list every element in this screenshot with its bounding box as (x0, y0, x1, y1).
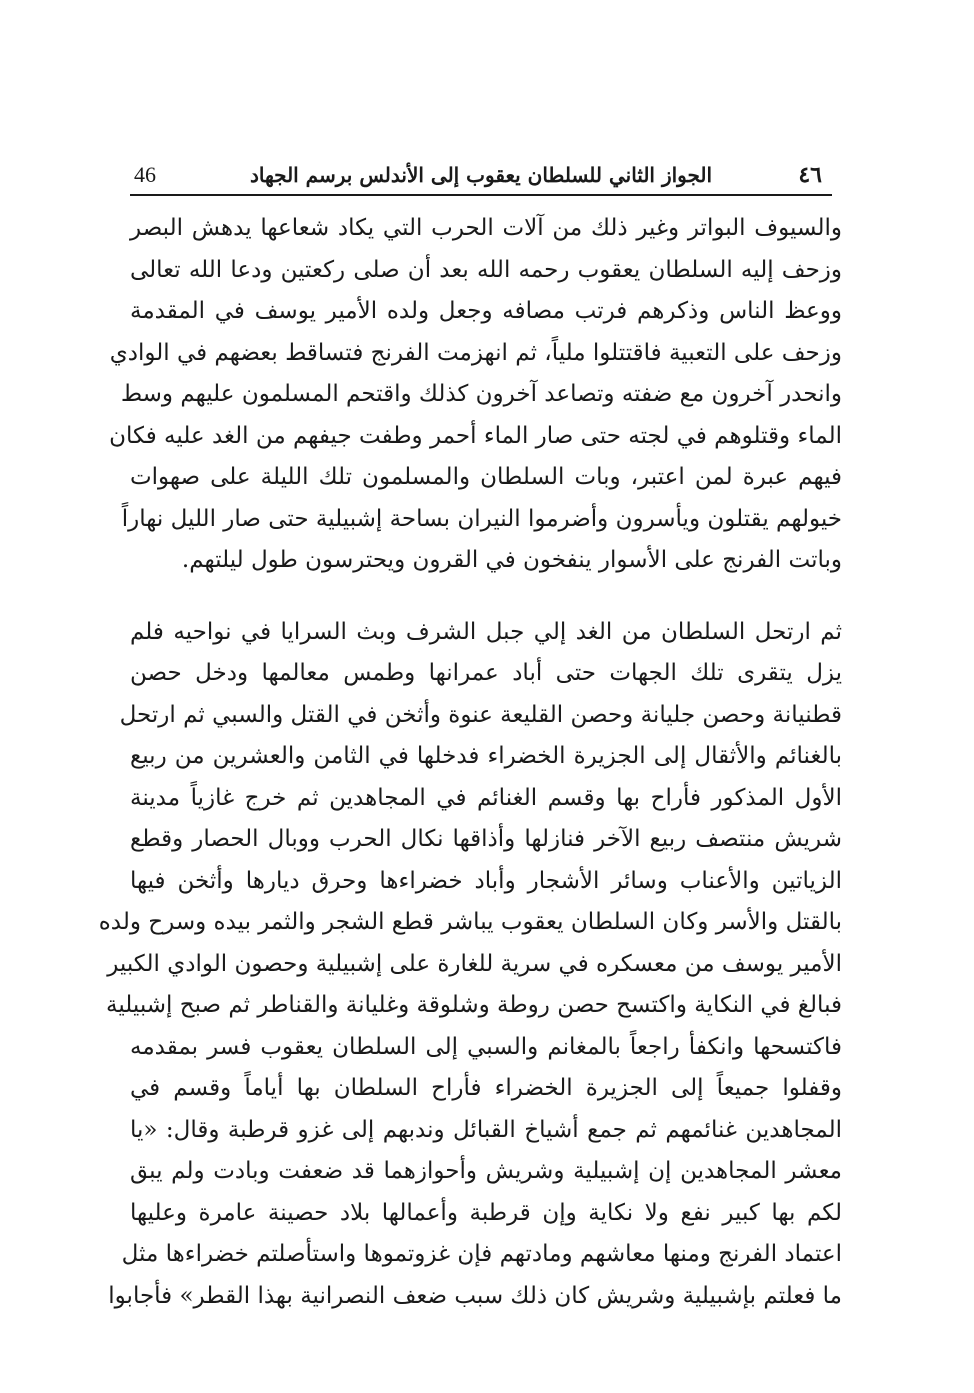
text-line: وانحدر آخرون مع ضفته وتصاعد آخرون كذلك واقتحم المسلمون عليهم وسط (120, 381, 842, 407)
paragraph-2 (98, 612, 842, 1318)
header-rule (130, 194, 832, 196)
running-title: الجواز الثاني للسلطان يعقوب إلى الأندلس برسم الجهاد (249, 163, 713, 187)
text-line: بالغنائم والأثقال إلى الجزيرة الخضراء فدخلها في الثامن والعشرين من ربيع (130, 743, 842, 769)
text-line: وزحف إليه السلطان يعقوب رحمه الله بعد أن صلى ركعتين ودعا الله تعالى (130, 256, 842, 283)
text-line: ووعظ الناس وذكرهم فرتب مصافه وجعل ولده الأمير يوسف في المقدمة (130, 298, 842, 324)
text-line: فاكتسحها وانكفأ راجعاً بالمغانم والسبي إلى السلطان يعقوب فسر بمقدمه (130, 1033, 842, 1060)
paragraph-1 (109, 208, 843, 582)
text-line: فبالغ في النكاية واكتسح حصن روطة وشلوقة وغليانة والقناطر ثم صبح إشبيلية (106, 992, 842, 1018)
text-line: اعتماد الفرنج ومنها معاشهم ومادتهم فإن غزوتموها واستأصلتم خضراءها مثل (121, 1241, 842, 1267)
body-text (98, 208, 843, 1317)
text-line: والسيوف البواتر وغير ذلك من آلات الحرب التي يكاد شعاعها يدهش البصر (130, 215, 842, 241)
page-header (130, 160, 832, 194)
text-line: قطنيانة وحصن جليانة وحصن القليعة عنوة وأثخن في القتل والسبي ثم ارتحل (119, 701, 842, 728)
text-line: بالقتل والأسر وكان السلطان يعقوب يباشر قطع الشجر والثمر بيده وسرح ولده (98, 909, 842, 935)
text-line: خيولهم يقتلون ويأسرون وأضرموا النيران بساحة إشبيلية حتى صار الليل نهاراً (121, 505, 842, 532)
text-line: الأول المذكور فأراح بها وقسم الغنائم في المجاهدين ثم خرج غازياً مدينة (130, 784, 842, 811)
text-line: معشر المجاهدين إن إشبيلية وشريش وأحوازهما قد ضعفت وبادت ولم يبق (130, 1158, 842, 1184)
page-number-latin: 46 (134, 162, 156, 187)
text-line: وقفلوا جميعاً إلى الجزيرة الخضراء فأراح السلطان بها أياماً وقسم في (130, 1075, 842, 1101)
text-line: شريش منتصف ربيع الآخر فنازلها وأذاقها نكال الحرب ووبال الحصار وقطع (130, 826, 842, 852)
page-number-arabic: ٤٦ (798, 162, 822, 188)
text-line: فيهم عبرة لمن اعتبر، وبات السلطان والمسلمون تلك الليلة على صهوات (130, 464, 843, 490)
text-line: ثم ارتحل السلطان من الغد إلي جبل الشرف وبث السرايا في نواحيه فلم (130, 618, 842, 645)
text-line: يزل يتقرى تلك الجهات حتى أباد عمرانها وطمس معالمها ودخل حصن (130, 660, 842, 686)
text-line: الأمير يوسف من معسكره في سرية للغارة على إشبيلية وحصون الوادي الكبير (107, 950, 842, 977)
text-line: وباتت الفرنج على الأسوار ينفخون في القرون ويحترسون طول ليلتهم. (181, 547, 842, 573)
text-line: الزياتين والأعناب وسائر الأشجار وأباد خضراءها وحرق ديارها وأثخن فيها (130, 867, 842, 894)
paragraph-gap (130, 582, 842, 612)
text-line: الماء وقتلوهم في لجته حتى صار الماء أحمر وطفت جيفهم من الغد عليه فكان (109, 422, 842, 449)
text-line: ما فعلتم بإشبيلية وشريش كان ذلك سبب ضعف النصرانية بهذا القطر» فأجابوا (108, 1282, 842, 1309)
text-line: لكم بها كبير نفع ولا نكاية وإن قرطبة وأعمالها بلاد حصينة عامرة وعليها (130, 1199, 842, 1226)
text-line: وزحف على التعبية فاقتتلوا ملياً، ثم انهزمت الفرنج فتساقط بعضهم في الوادي (109, 339, 842, 366)
text-line: المجاهدين غنائمهم ثم جمع أشياخ القبائل وندبهم إلى غزو قرطبة وقال: «يا (130, 1116, 842, 1143)
